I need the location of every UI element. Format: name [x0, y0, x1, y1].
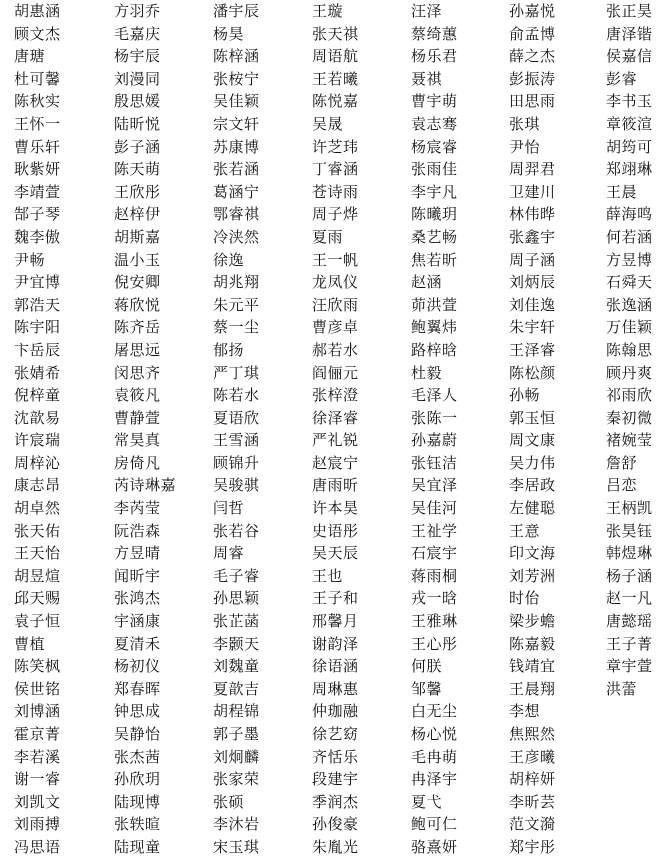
name-cell: 吴静怡 [114, 725, 161, 743]
name-cell: 温小玉 [114, 250, 161, 269]
name-cell: 许本昊 [312, 499, 359, 518]
name-cell: 钟思成 [114, 702, 161, 721]
name-cell: 仲珈融 [312, 702, 359, 721]
name-cell: 陆现童 [114, 837, 161, 856]
name-cell: 蔡一尘 [213, 318, 260, 337]
name-cell: 王子菁 [606, 634, 653, 653]
name-cell: 张梓澄 [312, 386, 359, 405]
name-cell: 郑春晖 [114, 679, 161, 698]
name-cell: 章筱渲 [606, 114, 653, 133]
name-cell: 陆昕悦 [114, 114, 161, 133]
name-cell: 洪蕾 [606, 679, 638, 698]
name-cell: 沈歆易 [14, 408, 61, 427]
name-cell: 严礼锐 [312, 431, 359, 450]
name-cell: 张桉宁 [213, 69, 260, 88]
name-cell: 周睿 [213, 544, 245, 563]
name-cell: 薛海鸣 [606, 205, 653, 224]
name-cell [606, 746, 666, 769]
name-cell: 鲍翼炜 [411, 318, 458, 337]
name-cell: 桑艺畅 [411, 227, 458, 246]
name-cell: 王天怡 [14, 544, 61, 563]
name-cell: 赵一凡 [606, 589, 653, 608]
name-cell: 杨乐君 [411, 47, 458, 66]
name-cell: 李想 [509, 702, 541, 721]
name-cell: 王欣彤 [114, 182, 161, 201]
name-cell: 石舜天 [606, 273, 653, 292]
name-cell: 倪梓童 [14, 386, 61, 405]
name-cell: 王柄凯 [606, 499, 653, 518]
name-cell: 王泽睿 [509, 340, 556, 359]
name-cell: 陈悦嘉 [312, 92, 359, 111]
name-cell: 曹植 [14, 634, 46, 653]
name-cell: 彭振涛 [509, 69, 556, 88]
name-cell: 张若谷 [213, 521, 260, 540]
name-cell: 何若涵 [606, 227, 653, 246]
name-cell: 张鸿杰 [114, 589, 161, 608]
name-cell: 冯思语 [14, 837, 61, 856]
name-cell: 李若溪 [14, 747, 61, 766]
name-cell: 李沐岩 [213, 815, 260, 834]
name-cell: 杨昊 [213, 24, 245, 43]
name-cell: 张家荣 [213, 770, 260, 789]
name-cell: 常昊真 [114, 431, 161, 450]
name-cell: 陈松颜 [509, 363, 556, 382]
name-cell: 李昕芸 [509, 792, 556, 811]
name-cell: 刘炯麟 [213, 747, 260, 766]
name-cell: 季润杰 [312, 792, 359, 811]
name-cell: 张天佑 [14, 521, 61, 540]
name-cell: 邢馨月 [312, 612, 359, 631]
name-cell: 王雪涵 [213, 431, 260, 450]
name-cell: 梁步蟾 [509, 612, 556, 631]
name-cell: 郭浩天 [14, 295, 61, 314]
name-cell: 陈齐岳 [114, 318, 161, 337]
name-cell: 卫建川 [509, 182, 556, 201]
name-cell: 万佳颖 [606, 318, 653, 337]
name-cell: 赵宸宁 [312, 453, 359, 472]
name-cell: 陈梓涵 [213, 47, 260, 66]
name-cell: 杨初仪 [114, 657, 161, 676]
name-cell: 周羿君 [509, 160, 556, 179]
name-cell: 鄂睿祺 [213, 205, 260, 224]
name-cell: 谢韵泽 [312, 634, 359, 653]
name-cell: 张轶暄 [114, 815, 161, 834]
name-cell: 张陈一 [411, 408, 458, 427]
name-cell: 徐泽睿 [312, 408, 359, 427]
name-cell: 徐艺窈 [312, 725, 359, 743]
name-cell: 吴天辰 [312, 544, 359, 563]
name-cell: 曹乐轩 [14, 137, 61, 156]
name-cell: 郜子琴 [14, 205, 61, 224]
name-cell: 胡兆翔 [213, 273, 260, 292]
name-cell: 王晨 [606, 182, 638, 201]
name-cell: 陈笑枫 [14, 657, 61, 676]
name-cell: 耿紫妍 [14, 160, 61, 179]
name-cell: 吴宜泽 [411, 476, 458, 495]
name-cell: 刘凯文 [14, 792, 61, 811]
name-cell: 胡斯嘉 [114, 227, 161, 246]
name-cell: 王一帆 [312, 250, 359, 269]
name-cell: 汪欣雨 [312, 295, 359, 314]
name-cell: 戎一晗 [411, 589, 458, 608]
name-cell: 邹馨 [411, 679, 443, 698]
name-cell: 赵梓伊 [114, 205, 161, 224]
name-cell: 陈秋实 [14, 92, 61, 111]
name-cell: 陈嘉毅 [509, 634, 556, 653]
name-cell: 骆熹妍 [411, 837, 458, 856]
name-cell: 刘漫同 [114, 69, 161, 88]
name-cell: 夏清禾 [114, 634, 161, 653]
name-cell: 曹彦卓 [312, 318, 359, 337]
name-cell: 薛之杰 [509, 47, 556, 66]
name-cell: 路梓晗 [411, 340, 458, 359]
name-cell: 林伟晔 [509, 205, 556, 224]
name-cell: 张婧希 [14, 363, 61, 382]
name-cell: 刘炳辰 [509, 273, 556, 292]
name-cell: 宋玉琪 [213, 837, 260, 856]
name-cell: 刘魏童 [213, 657, 260, 676]
name-cell: 闻昕宇 [114, 566, 161, 585]
name-cell: 张昊钰 [606, 521, 653, 540]
name-cell: 齐恬乐 [312, 747, 359, 766]
name-cell: 秦初微 [606, 408, 653, 427]
name-cell: 左健聪 [509, 499, 556, 518]
name-cell: 夏雨 [312, 227, 344, 246]
name-cell: 俞孟博 [509, 24, 556, 43]
name-cell: 王心彤 [411, 634, 458, 653]
name-cell: 王怀一 [14, 114, 61, 133]
name-cell [606, 813, 666, 836]
name-cell: 杨子涵 [606, 566, 653, 585]
name-cell: 周子涵 [509, 250, 556, 269]
name-cell: 蒋雨桐 [411, 566, 458, 585]
name-cell: 袁志骞 [411, 114, 458, 133]
name-cell: 曹宇萌 [411, 92, 458, 111]
name-cell: 吴佳河 [411, 499, 458, 518]
name-cell: 陈翰思 [606, 340, 653, 359]
name-cell: 毛嘉庆 [114, 24, 161, 43]
name-cell: 顾锦升 [213, 453, 260, 472]
name-cell: 唐雨昕 [312, 476, 359, 495]
name-cell: 汪泽 [411, 2, 443, 20]
name-cell: 王意 [509, 521, 541, 540]
name-cell: 郝若水 [312, 340, 359, 359]
name-cell: 蒋欣悦 [114, 295, 161, 314]
name-cell: 方羽乔 [114, 2, 161, 20]
name-cell: 冉泽宇 [411, 770, 458, 789]
name-cell: 李芮莹 [114, 499, 161, 518]
name-cell: 唐懿瑶 [606, 612, 653, 631]
name-cell: 杜可馨 [14, 69, 61, 88]
name-cell: 张正昊 [606, 2, 653, 20]
name-cell: 许宸瑞 [14, 431, 61, 450]
name-cell: 陆现博 [114, 792, 161, 811]
name-cell: 胡筠可 [606, 137, 653, 156]
name-cell: 王祉学 [411, 521, 458, 540]
name-cell: 毛泽人 [411, 386, 458, 405]
name-cell: 杨宸睿 [411, 137, 458, 156]
name-cell: 吴佳颖 [213, 92, 260, 111]
name-cell: 葛涵宁 [213, 182, 260, 201]
name-cell: 吴晟 [312, 114, 344, 133]
name-cell: 周子烨 [312, 205, 359, 224]
name-cell: 石宸宇 [411, 544, 458, 563]
name-cell: 毛冉萌 [411, 747, 458, 766]
name-cell: 顾丹爽 [606, 363, 653, 382]
name-cell: 赵涵 [411, 273, 443, 292]
name-cell [606, 791, 666, 814]
name-cell: 曹静萱 [114, 408, 161, 427]
name-cell: 唐泽锴 [606, 24, 653, 43]
name-cell: 康志昂 [14, 476, 61, 495]
name-cell: 陈天萌 [114, 160, 161, 179]
name-cell: 李靖萱 [14, 182, 61, 201]
name-cell: 倪安卿 [114, 273, 161, 292]
name-cell: 胡程锦 [213, 702, 260, 721]
name-cell: 殷思媛 [114, 92, 161, 111]
name-cell: 刘芳洲 [509, 566, 556, 585]
name-cell: 张硕 [213, 792, 245, 811]
name-cell: 张琪 [509, 114, 541, 133]
name-cell: 张雨佳 [411, 160, 458, 179]
name-cell: 王晨翔 [509, 679, 556, 698]
name-cell: 印文海 [509, 544, 556, 563]
name-cell: 陈曦玥 [411, 205, 458, 224]
name-cell: 阎俪元 [312, 363, 359, 382]
name-cell: 郭玉恒 [509, 408, 556, 427]
name-cell: 彭子涵 [114, 137, 161, 156]
name-cell: 张钰洁 [411, 453, 458, 472]
name-cell [606, 836, 666, 859]
name-cell: 龙凤仪 [312, 273, 359, 292]
name-cell: 杨宇辰 [114, 47, 161, 66]
name-cell: 邱天赐 [14, 589, 61, 608]
name-cell: 吴力伟 [509, 453, 556, 472]
name-cell: 夏语欣 [213, 408, 260, 427]
name-cell: 徐逸 [213, 250, 245, 269]
name-cell: 陈若水 [213, 386, 260, 405]
name-cell: 吴骏骐 [213, 476, 260, 495]
name-cell: 毛子睿 [213, 566, 260, 585]
name-cell: 史语彤 [312, 521, 359, 540]
name-cell: 詹舒 [606, 453, 638, 472]
name-cell: 王雅琳 [411, 612, 458, 631]
name-cell: 王璇 [312, 2, 344, 20]
name-cell: 田思雨 [509, 92, 556, 111]
name-cell: 范文漪 [509, 815, 556, 834]
name-cell: 韩煜琳 [606, 544, 653, 563]
name-cell: 刘博涵 [14, 702, 61, 721]
name-cell: 尹宜博 [14, 273, 61, 292]
name-cell: 张鑫宇 [509, 227, 556, 246]
name-cell: 李书玉 [606, 92, 653, 111]
name-cell: 胡昱煊 [14, 566, 61, 585]
name-cell: 张天祺 [312, 24, 359, 43]
name-cell: 霍京菁 [14, 725, 61, 743]
name-cell: 朱宇轩 [509, 318, 556, 337]
name-cell: 丁睿涵 [312, 160, 359, 179]
name-cell: 周梓沁 [14, 453, 61, 472]
name-cell: 茆洪萱 [411, 295, 458, 314]
name-cell [606, 700, 666, 723]
name-cell: 尹怡 [509, 137, 541, 156]
name-cell: 褚婉莹 [606, 431, 653, 450]
name-cell: 王若曦 [312, 69, 359, 88]
name-cell: 孙思颖 [213, 589, 260, 608]
name-cell: 鲍可仁 [411, 815, 458, 834]
name-cell: 侯世铭 [14, 679, 61, 698]
name-cell: 阮浩森 [114, 521, 161, 540]
name-cell: 尹畅 [14, 250, 46, 269]
name-cell: 孙嘉蔚 [411, 431, 458, 450]
name-cell: 夏弋 [411, 792, 443, 811]
name-cell: 段建宇 [312, 770, 359, 789]
name-cell: 焦熙然 [509, 725, 556, 743]
name-cell: 孙畅 [509, 386, 541, 405]
name-cell: 张若涵 [213, 160, 260, 179]
name-cell: 孙俊豪 [312, 815, 359, 834]
name-cell: 闫哲 [213, 499, 245, 518]
name-cell: 徐语涵 [312, 657, 359, 676]
name-cell: 王子和 [312, 589, 359, 608]
name-cell: 蔡绮蕙 [411, 24, 458, 43]
name-cell: 郑翊琳 [606, 160, 653, 179]
name-cell [606, 768, 666, 791]
name-cell: 杜毅 [411, 363, 443, 382]
name-cell: 周语航 [312, 47, 359, 66]
name-cell: 王彦曦 [509, 747, 556, 766]
name-cell: 吕恋 [606, 476, 638, 495]
name-cell: 夏歆吉 [213, 679, 260, 698]
name-cell: 孙嘉悦 [509, 2, 556, 20]
name-cell: 祁雨欣 [606, 386, 653, 405]
name-cell: 聂祺 [411, 69, 443, 88]
name-cell: 苍诗雨 [312, 182, 359, 201]
name-cell: 方昱晴 [114, 544, 161, 563]
name-cell: 张杰茜 [114, 747, 161, 766]
name-cell: 谢一睿 [14, 770, 61, 789]
name-cell: 张逸涵 [606, 295, 653, 314]
name-grid [14, 0, 671, 859]
name-cell: 白无尘 [411, 702, 458, 721]
name-cell: 时佁 [509, 589, 541, 608]
name-cell: 冷浃然 [213, 227, 260, 246]
name-cell: 许芝玮 [312, 137, 359, 156]
name-cell: 李居政 [509, 476, 556, 495]
name-cell: 郁扬 [213, 340, 245, 359]
name-cell: 朱元平 [213, 295, 260, 314]
name-cell: 房倚凡 [114, 453, 161, 472]
name-cell: 顾文杰 [14, 24, 61, 43]
name-cell: 胡惠涵 [14, 2, 61, 20]
name-cell: 胡梓妍 [509, 770, 556, 789]
name-cell: 魏李傲 [14, 227, 61, 246]
name-cell: 周文康 [509, 431, 556, 450]
name-cell: 侯嘉信 [606, 47, 653, 66]
name-cell: 陈宇阳 [14, 318, 61, 337]
name-cell: 周琳惠 [312, 679, 359, 698]
name-cell: 方昱博 [606, 250, 653, 269]
name-cell: 胡卓然 [14, 499, 61, 518]
name-cell: 王也 [312, 566, 344, 585]
name-cell [606, 723, 666, 746]
name-cell: 郑宇彤 [509, 837, 556, 856]
name-cell: 屠思远 [114, 340, 161, 359]
name-cell: 郭子墨 [213, 725, 260, 743]
name-cell: 何朕 [411, 657, 443, 676]
name-cell: 芮诗琳嘉 [114, 476, 177, 495]
name-cell: 卞岳辰 [14, 340, 61, 359]
name-cell: 刘佳逸 [509, 295, 556, 314]
name-cell: 钱靖宜 [509, 657, 556, 676]
name-cell: 严丁琪 [213, 363, 260, 382]
name-cell: 宗文轩 [213, 114, 260, 133]
name-cell: 彭睿 [606, 69, 638, 88]
name-cell: 朱胤光 [312, 837, 359, 856]
name-cell: 李颢天 [213, 634, 260, 653]
name-cell: 袁子恒 [14, 612, 61, 631]
name-cell: 宇涵康 [114, 612, 161, 631]
name-cell: 李宇凡 [411, 182, 458, 201]
name-cell: 袁筱凡 [114, 386, 161, 405]
name-cell: 孙欣玥 [114, 770, 161, 789]
name-cell: 苏康博 [213, 137, 260, 156]
name-cell: 焦若昕 [411, 250, 458, 269]
name-cell: 张芷菡 [213, 612, 260, 631]
name-cell: 杨心悦 [411, 725, 458, 743]
name-cell: 潘宇辰 [213, 2, 260, 20]
name-cell: 刘雨搏 [14, 815, 61, 834]
name-cell: 唐瑭 [14, 47, 46, 66]
name-cell: 闵思齐 [114, 363, 161, 382]
name-cell: 章宇萱 [606, 657, 653, 676]
